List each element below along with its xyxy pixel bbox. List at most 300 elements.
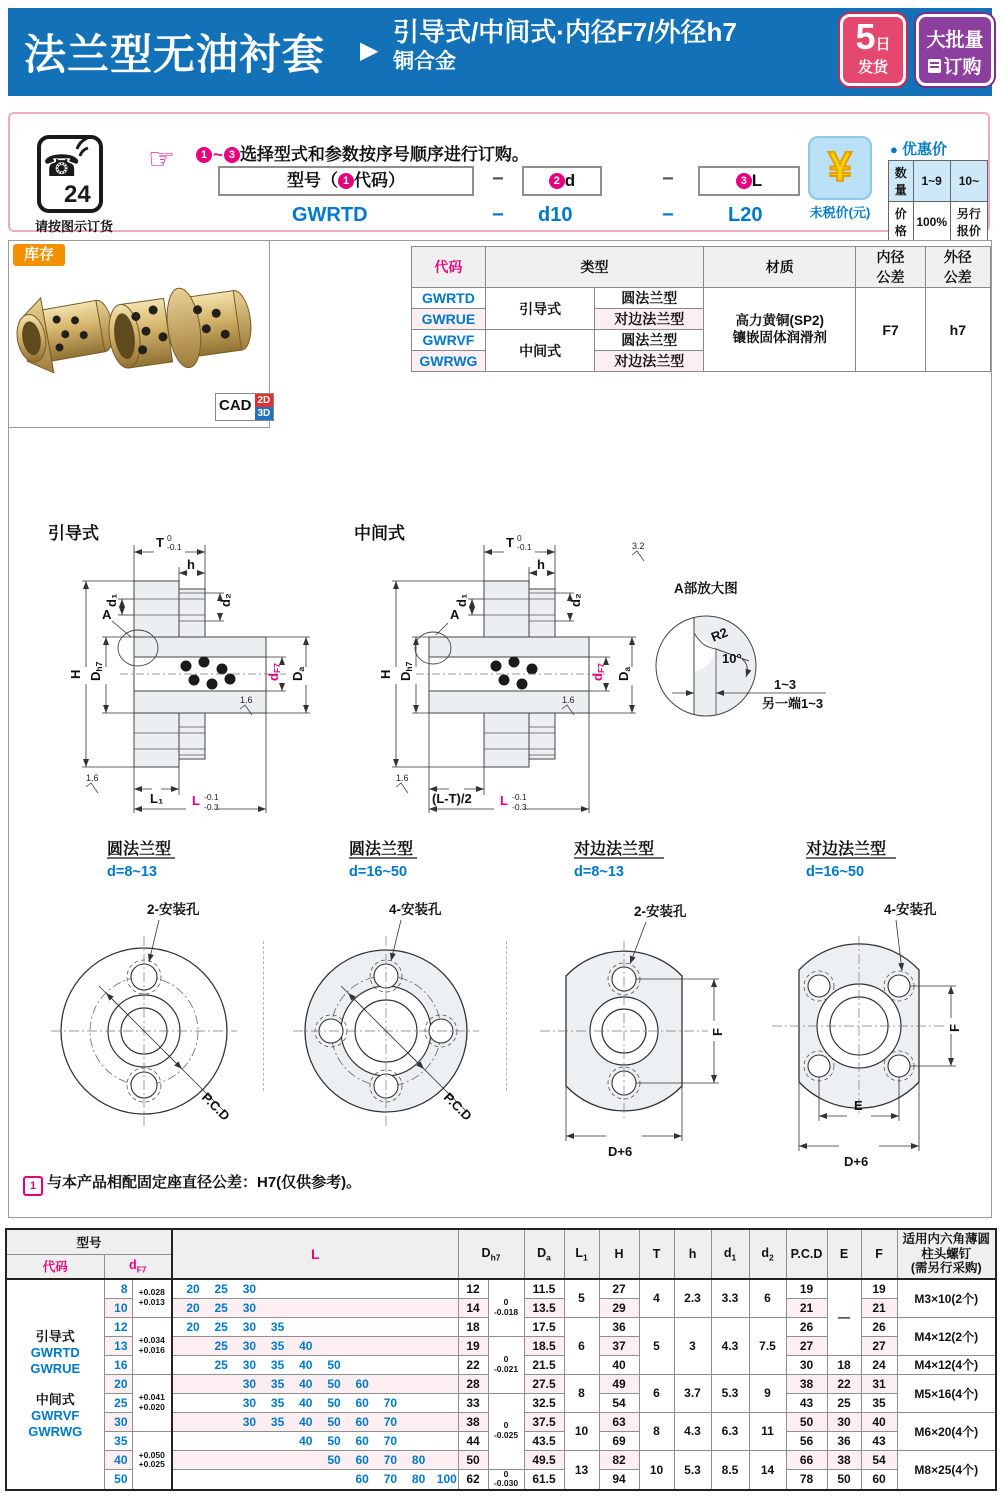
F-value: 27 [861,1336,897,1355]
ship-label: 发货 [857,59,888,76]
H-value: 36 [599,1317,639,1336]
col-header-code: 代码 [412,247,486,288]
subtype: 对边法兰型 [595,351,704,372]
PCD-value: 26 [786,1317,827,1336]
l-option: 60 [355,1414,369,1429]
d1-value: 5.3 [711,1374,749,1412]
svg-text:dF7: dF7 [590,663,606,681]
l-option: 100 [436,1472,457,1487]
model-code-box: 型号（ 1 代码） [218,166,474,196]
col-header-bore-tol: 内径 公差 [856,247,925,288]
dim-f: F [947,1024,962,1032]
svg-text:1.6: 1.6 [240,695,253,705]
code-gwrvf: GWRVF [412,330,486,351]
od-tolerance: h7 [925,288,990,372]
drawing-label: 中间式 [354,524,405,543]
l-option: 60 [355,1395,369,1410]
col-header-screw: 适用内六角薄圆柱头螺钉 (需另行采购) [897,1229,996,1279]
screw-spec: M4×12(2个) [897,1317,996,1355]
phone-caption: 请按图示订货 [34,219,113,234]
product-photo-frame [9,241,270,428]
l-option: 25 [214,1357,228,1372]
Dh7-tolerance: 0 -0.021 [488,1336,524,1393]
d2-value: 7.5 [749,1317,786,1374]
F-value: 26 [861,1317,897,1336]
l-option: 30 [242,1300,257,1315]
col-header-model: 型号 [6,1229,172,1254]
bulk-label-bottom: 订购 [943,57,982,78]
svg-text:T: T [156,535,164,550]
PCD-value: 21 [786,1298,827,1317]
l-option: 30 [242,1376,257,1391]
svg-text:A: A [450,607,460,622]
svg-text:10°: 10° [722,651,742,666]
subtype: 圆法兰型 [595,330,704,351]
bulk-label-top: 大批量 [926,30,984,51]
step-2-icon: 2 [549,173,565,189]
l-option: 35 [270,1319,285,1334]
l-options [172,1393,458,1412]
Dh7-value: 12 [458,1279,488,1298]
svg-text:(L-T)/2: (L-T)/2 [432,791,472,806]
l-option: 60 [355,1472,369,1487]
d-value: 30 [104,1412,132,1431]
l-options [172,1412,458,1431]
h-value: 5.3 [674,1450,711,1490]
col-header-Dh7: $D_{h7}$ [458,1229,524,1279]
l-option: 70 [383,1433,398,1448]
Da-value: 37.5 [524,1412,564,1431]
view-title: 对边法兰型 [806,841,887,858]
d-value: 10 [104,1298,132,1317]
example-length: L20 [728,204,763,226]
F-value: 40 [861,1412,897,1431]
L1-value: 5 [564,1279,599,1317]
L1-value: 8 [564,1374,599,1412]
svg-text:1.6: 1.6 [86,773,99,783]
d1-value: 4.3 [711,1317,749,1374]
screw-spec: M4×12(4个) [897,1355,996,1374]
detail-view-a [654,571,874,736]
col-header-h: h [674,1229,711,1279]
d1-value: 3.3 [711,1279,749,1317]
price-value-2: 另行报价 [950,202,987,243]
svg-text:T: T [506,535,514,550]
l-option: 25 [214,1300,228,1315]
col-header-d1: $d_1$ [711,1229,749,1279]
col-header-Da: $D_a$ [524,1229,564,1279]
l-option: 30 [242,1395,257,1410]
l-option: 30 [242,1357,257,1372]
step-1-icon: 1 [196,147,212,163]
PCD-value: 50 [786,1412,827,1431]
type-middle: 中间式 [485,330,595,372]
price-label: 价格 [889,202,914,243]
H-value: 49 [599,1374,639,1393]
product-photo [11,267,265,400]
svg-text:H: H [378,669,393,679]
l-option: 50 [327,1376,341,1391]
Da-value: 13.5 [524,1298,564,1317]
l-option: 70 [383,1452,398,1467]
PCD-value: 19 [786,1279,827,1298]
h-value: 3 [674,1317,711,1374]
Dh7-tolerance: 0 -0.018 [488,1279,524,1336]
detail-title: A部放大图 [674,581,738,596]
svg-text:1.6: 1.6 [562,695,575,705]
E-value: 30 [827,1412,861,1431]
subtype: 对边法兰型 [595,309,704,330]
l-option: 50 [327,1357,341,1372]
l-option: 60 [355,1452,369,1467]
l-option: 30 [242,1319,257,1334]
flange-view-flat-large [744,836,994,1186]
l-option: 70 [383,1472,398,1487]
d1-value: 8.5 [711,1450,749,1490]
PCD-value: 66 [786,1450,827,1469]
screw-spec: M5×16(4个) [897,1374,996,1412]
title-arrow-icon: ▶ [360,37,379,64]
l-option: 20 [186,1300,200,1315]
E-value: 38 [827,1450,861,1469]
d-value: 12 [104,1317,132,1336]
T-value: 10 [639,1450,674,1490]
svg-text:d₂: d₂ [568,593,583,607]
view-range: d=8~13 [107,864,157,880]
example-diameter: d10 [538,204,573,226]
price-table [888,160,988,243]
l-option: 50 [327,1414,341,1429]
table-row [889,161,988,202]
d1-value: 6.3 [711,1412,749,1450]
l-option: 35 [270,1376,285,1391]
Dh7-value: 19 [458,1336,488,1355]
col-header-d2: $d_2$ [749,1229,786,1279]
svg-text:R2: R2 [708,624,730,645]
Dh7-value: 18 [458,1317,488,1336]
l-option: 40 [299,1433,313,1448]
dash: − [662,168,674,190]
dim-f: F [710,1028,725,1036]
l-options [172,1355,458,1374]
L1-value: 13 [564,1450,599,1490]
table-row [6,1279,996,1298]
discount-price-title: ● 优惠价 [890,141,948,158]
view-range: d=8~13 [574,864,624,880]
flange-view-round-small [29,836,264,1181]
mount-hole-label: 4-安装孔 [884,902,937,917]
l-option: 50 [327,1395,341,1410]
l-option: 30 [242,1281,257,1296]
E-value: 50 [827,1469,861,1490]
l-options [172,1431,458,1450]
dim-e: E [854,1098,863,1113]
step-1-icon: 1 [338,173,354,189]
type-guide: 引导式 [485,288,595,330]
svg-text:d₂: d₂ [218,593,233,607]
Da-value: 49.5 [524,1450,564,1469]
ordering-instruction: 1 ~ 3 选择型式和参数按序号顺序进行订购。 [196,140,529,165]
H-value: 40 [599,1355,639,1374]
bullet-icon: ● [890,142,898,157]
cross-section-guide-type [34,519,344,819]
l-option: 30 [242,1338,257,1353]
d2-value: 6 [749,1279,786,1317]
E-value: 22 [827,1374,861,1393]
l-option: 80 [411,1472,426,1487]
l-option: 35 [270,1338,285,1353]
d-tolerance: +0.028 +0.013 [132,1279,172,1317]
F-value: 54 [861,1450,897,1469]
page-title: 法兰型无油衬套 [24,31,326,78]
ordering-panel [8,112,990,238]
svg-text:-0.1: -0.1 [167,542,182,552]
svg-text:L: L [192,793,200,808]
col-header-od-tol: 外径 公差 [925,247,990,288]
length-box: 3 L [698,166,800,196]
svg-text:-0.3: -0.3 [204,802,219,812]
phone-24h-icon [36,134,104,214]
T-value: 8 [639,1412,674,1450]
divider [263,941,264,1091]
svg-text:L₁: L₁ [150,791,164,806]
PCD-value: 43 [786,1393,827,1412]
svg-text:H: H [68,669,83,679]
ship-days: 5 [855,16,876,57]
l-option: 70 [383,1414,398,1429]
svg-text:d₁: d₁ [454,593,469,607]
l-option: 25 [214,1281,228,1296]
view-range: d=16~50 [806,864,865,880]
svg-text:☎: ☎ [43,150,81,183]
Dh7-value: 38 [458,1412,488,1431]
drawing-label: 引导式 [48,524,99,543]
page-header [8,8,992,96]
Dh7-value: 14 [458,1298,488,1317]
step-3-icon: 3 [224,147,240,163]
svg-text:d₁: d₁ [104,593,119,607]
F-value: 24 [861,1355,897,1374]
screw-spec: M3×10(2个) [897,1279,996,1317]
l-option: 50 [327,1433,341,1448]
subtitle-line1: 引导式/中间式·内径F7/外径h7 [393,17,737,47]
dash: − [492,204,504,226]
svg-text:Da: Da [616,666,632,681]
divider [506,941,507,1091]
Da-value: 43.5 [524,1431,564,1450]
code-gwrtd: GWRTD [412,288,486,309]
col-header-L1: $L_1$ [564,1229,599,1279]
Da-value: 18.5 [524,1336,564,1355]
cross-section-middle-type [344,519,664,819]
F-value: 43 [861,1431,897,1450]
view-title: 圆法兰型 [107,841,172,858]
PCD-value: 78 [786,1469,827,1490]
l-option: 60 [355,1376,369,1391]
d-value: 25 [104,1393,132,1412]
l-option: 30 [242,1414,257,1429]
dash: − [662,204,674,226]
d2-value: 14 [749,1450,786,1490]
order-form-icon [928,59,941,73]
l-option: 20 [186,1319,200,1334]
l-option: 35 [270,1357,285,1372]
d2-value: 9 [749,1374,786,1412]
l-options [172,1336,458,1355]
F-value: 21 [861,1298,897,1317]
screw-spec: M8×25(4个) [897,1450,996,1490]
Da-value: 27.5 [524,1374,564,1393]
svg-text:Dh7: Dh7 [398,661,414,681]
col-header-H: H [599,1229,639,1279]
svg-text:3.2: 3.2 [632,541,645,551]
l-options [172,1450,458,1469]
F-value: 31 [861,1374,897,1393]
l-option: 60 [355,1433,369,1448]
d-value: 16 [104,1355,132,1374]
l-option: 80 [411,1452,426,1467]
svg-text:-0.1: -0.1 [517,542,532,552]
H-value: 37 [599,1336,639,1355]
view-range: d=16~50 [349,864,408,880]
H-value: 94 [599,1469,639,1490]
view-title: 圆法兰型 [349,841,414,858]
l-options [172,1374,458,1393]
qty-range-1: 1~9 [913,161,950,202]
H-value: 82 [599,1450,639,1469]
step-3-icon: 3 [736,173,752,189]
Dh7-tolerance: 0 -0.030 [488,1469,524,1490]
L1-value: 10 [564,1412,599,1450]
subtype: 圆法兰型 [595,288,704,309]
Dh7-value: 44 [458,1431,488,1450]
L1-value: 6 [564,1317,599,1374]
price-caption: 未税价(元) [809,205,871,220]
l-option: 40 [299,1414,313,1429]
svg-text:h: h [537,557,545,572]
page-subtitle [393,16,737,75]
svg-text:0: 0 [167,533,172,543]
svg-text:dF7: dF7 [266,663,282,681]
qty-range-2: 10~ [950,161,987,202]
dim-width: D+6 [844,1154,869,1169]
footnote-1-icon: 1 [23,1176,43,1196]
svg-text:1~3: 1~3 [774,677,797,692]
PCD-value: 56 [786,1431,827,1450]
svg-text:A: A [102,607,112,622]
pcd-label: P.C.D [440,1089,475,1124]
H-value: 63 [599,1412,639,1431]
cad-2d-label: 2D [255,394,274,407]
H-value: 54 [599,1393,639,1412]
col-header-d: $d_{F7}$ [104,1254,172,1279]
svg-text:-0.1: -0.1 [204,792,219,802]
dim-width: D+6 [608,1144,633,1159]
dash: − [492,168,504,190]
price-value-1: 100% [913,202,950,243]
T-value: 6 [639,1374,674,1412]
l-option: 25 [214,1338,228,1353]
PCD-value: 38 [786,1374,827,1393]
screw-spec: M6×20(4个) [897,1412,996,1450]
col-header-material: 材质 [704,247,856,288]
mount-hole-label: 2-安装孔 [634,904,687,919]
d-value: 8 [104,1279,132,1298]
l-options [172,1469,458,1490]
pointing-finger-icon: ☞ [148,143,175,176]
col-header-E: E [827,1229,861,1279]
d-tolerance: +0.041 +0.020 [132,1374,172,1431]
col-header-type: 类型 [485,247,703,288]
diameter-box: 2 d [522,166,602,196]
Dh7-value: 50 [458,1450,488,1469]
col-header-L: L [172,1229,458,1279]
Dh7-value: 62 [458,1469,488,1490]
E-value: — [827,1279,861,1355]
l-option: 50 [327,1452,341,1467]
h-value: 4.3 [674,1412,711,1450]
d-value: 40 [104,1450,132,1469]
Da-value: 11.5 [524,1279,564,1298]
l-option: 40 [299,1376,313,1391]
example-model: GWRTD [292,204,368,226]
E-value: 18 [827,1355,861,1374]
ship-5day-badge [840,14,906,86]
Dh7-value: 28 [458,1374,488,1393]
cad-download-button[interactable]: CAD 2D 3D [215,393,274,421]
F-value: 35 [861,1393,897,1412]
l-option: 40 [299,1395,313,1410]
Da-value: 32.5 [524,1393,564,1412]
l-options [172,1279,458,1298]
H-value: 29 [599,1298,639,1317]
svg-text:L: L [500,793,508,808]
F-value: 60 [861,1469,897,1490]
svg-text:Dh7: Dh7 [88,661,104,681]
d-value: 50 [104,1469,132,1490]
d-value: 35 [104,1431,132,1450]
svg-text:-0.3: -0.3 [512,802,527,812]
d2-value: 11 [749,1412,786,1450]
H-value: 27 [599,1279,639,1298]
Dh7-value: 33 [458,1393,488,1412]
col-header-F: F [861,1229,897,1279]
main-content-box [8,240,992,1218]
material: 高力黄铜(SP2) 镶嵌固体润滑剂 [704,288,856,372]
svg-text:-0.1: -0.1 [512,792,527,802]
PCD-value: 30 [786,1355,827,1374]
code-gwrue: GWRUE [412,309,486,330]
yen-price-icon: ¥ [808,136,872,200]
svg-text:0: 0 [517,533,522,543]
Da-value: 17.5 [524,1317,564,1336]
code-gwrwg: GWRWG [412,351,486,372]
col-header-code: 代码 [6,1254,104,1279]
svg-text:1.6: 1.6 [396,773,409,783]
E-value: 25 [827,1393,861,1412]
PCD-value: 27 [786,1336,827,1355]
subtitle-line2: 铜合金 [393,49,456,73]
l-options [172,1298,458,1317]
d-tolerance: +0.034 +0.016 [132,1317,172,1374]
l-option: 40 [299,1357,313,1372]
l-option: 35 [270,1414,285,1429]
svg-text:另一端1~3: 另一端1~3 [762,696,824,711]
flange-view-round-large [271,836,506,1181]
cad-3d-label: 3D [255,407,274,420]
series-codes: 引导式 GWRTD GWRUE 中间式 GWRVF GWRWG [6,1279,104,1490]
col-header-PCD: P.C.D [786,1229,827,1279]
